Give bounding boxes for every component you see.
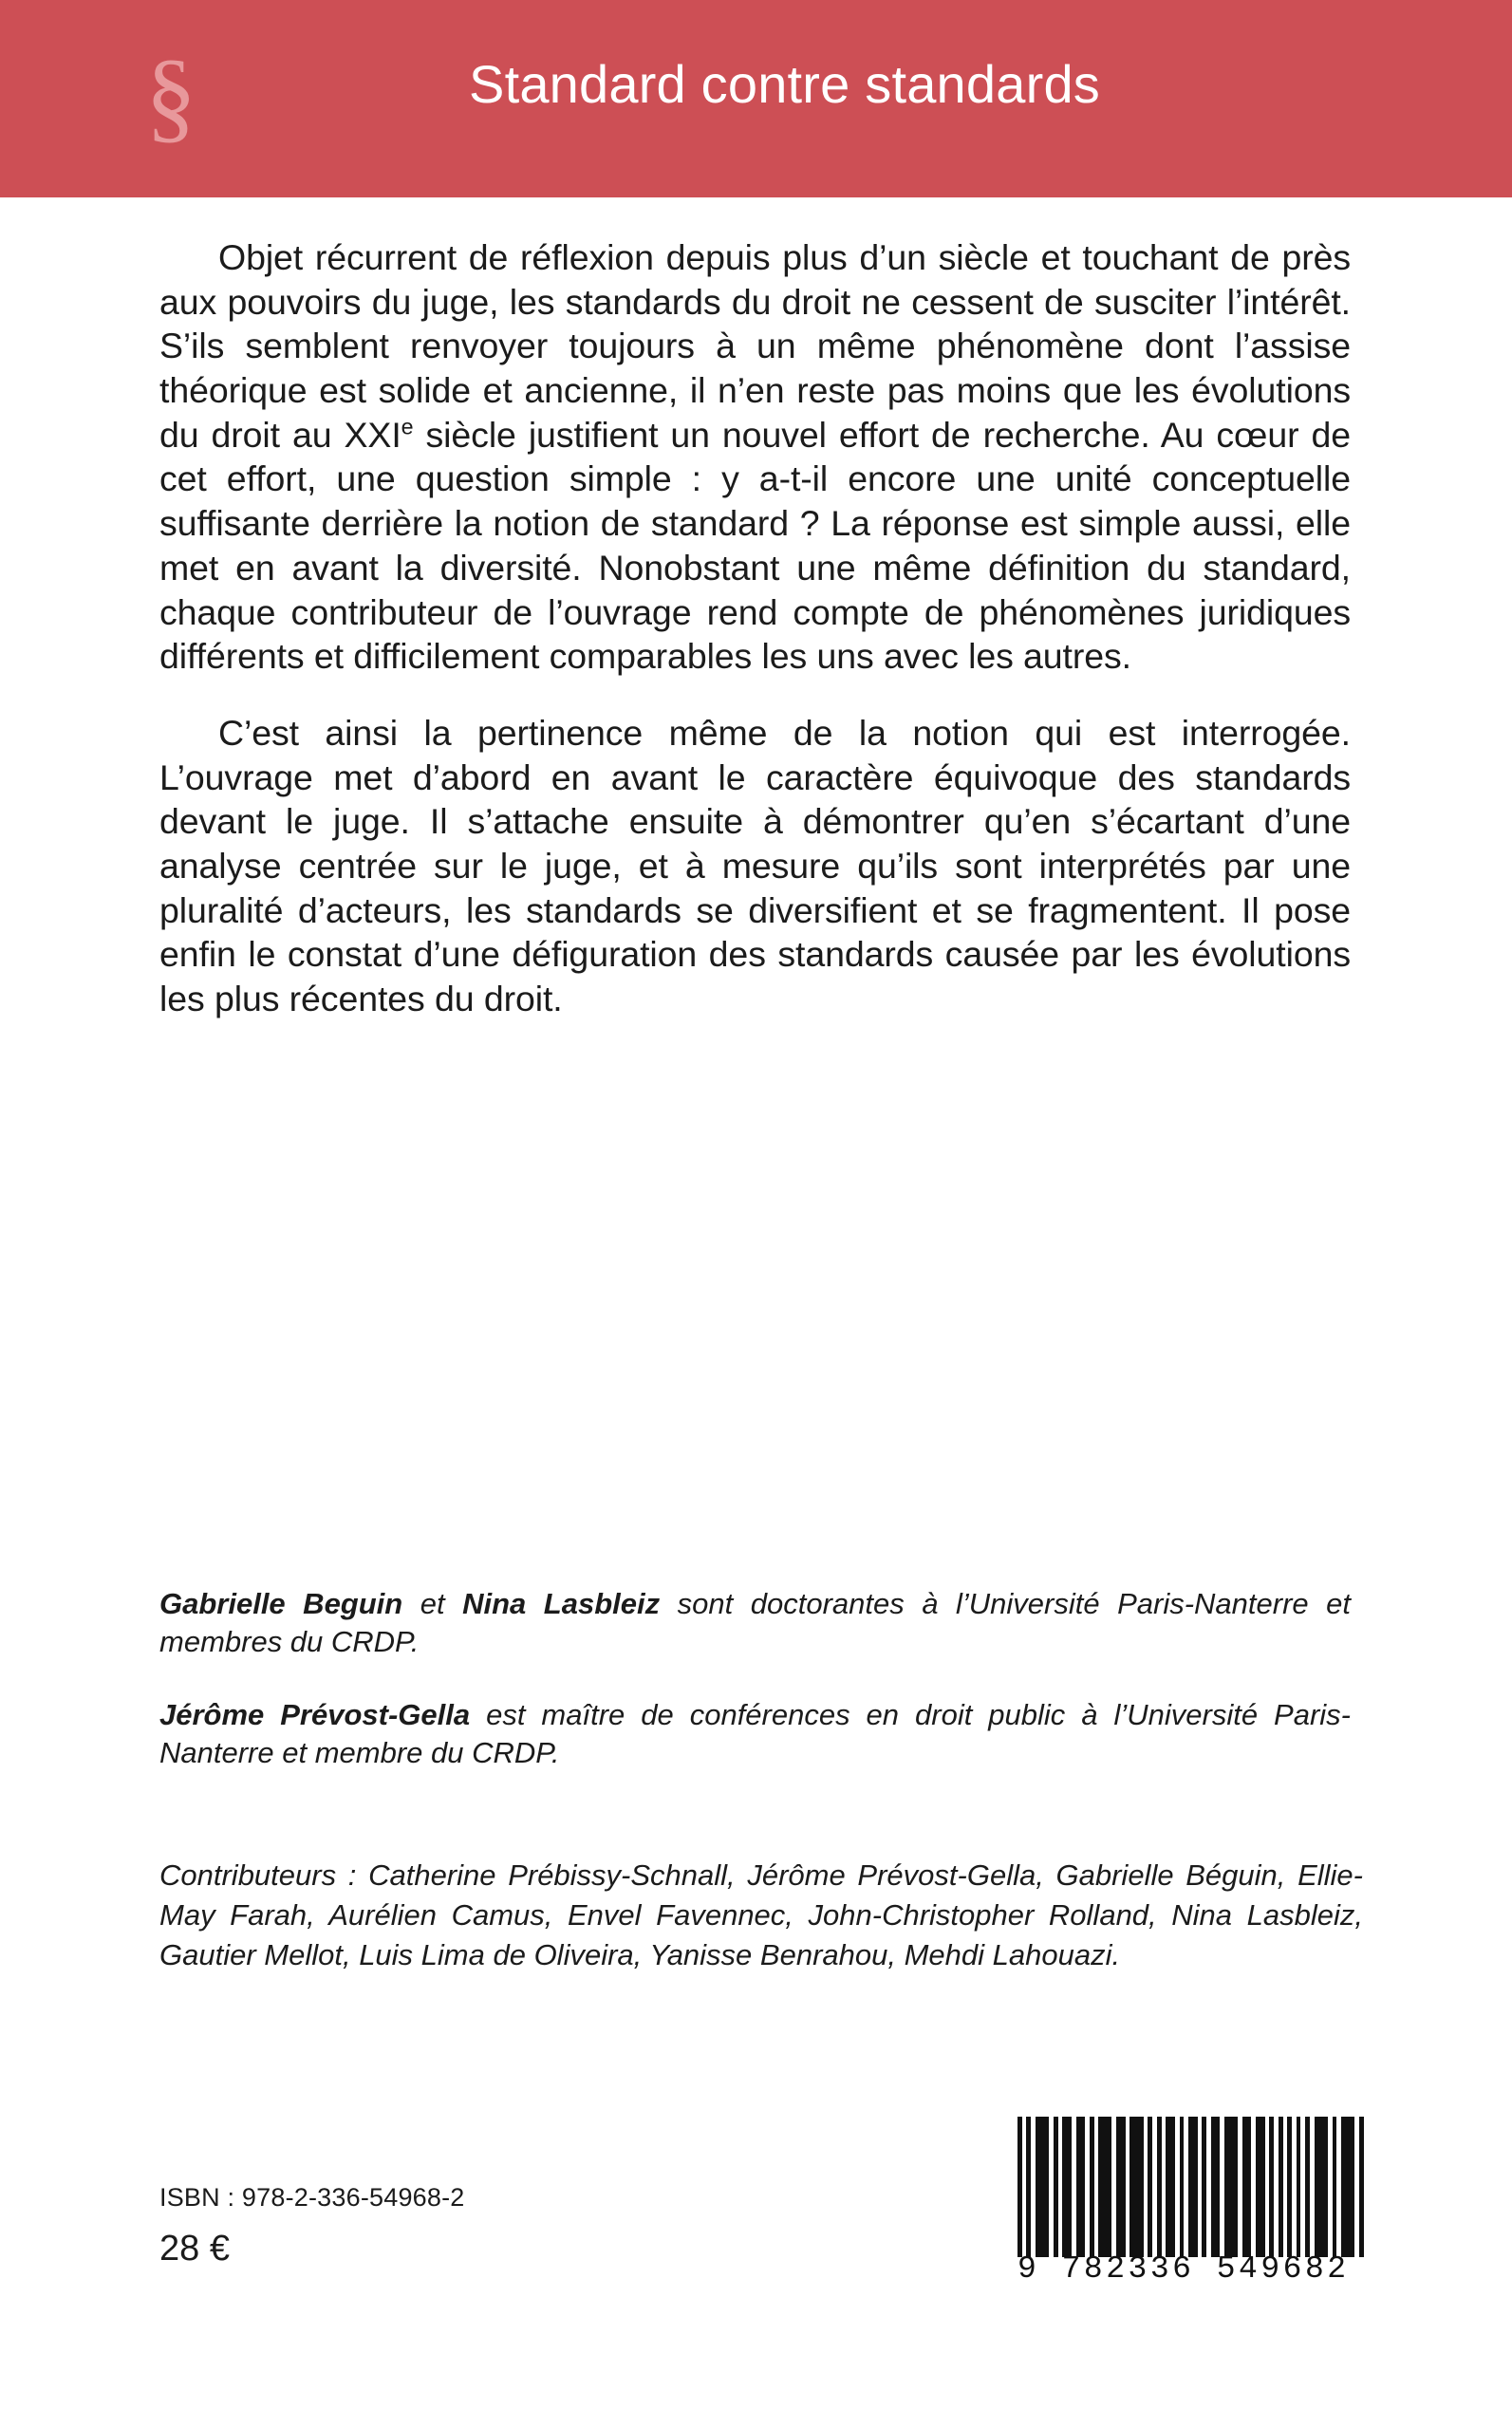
bio-conjunction: et xyxy=(402,1587,463,1620)
page-title: Standard contre standards xyxy=(469,54,1100,114)
bio-author-name-3: Jérôme Prévost-Gella xyxy=(159,1697,471,1731)
ordinal-superscript: e xyxy=(401,414,414,439)
blurb-paragraph-1 xyxy=(159,235,1351,679)
isbn-label: ISBN : 978-2-336-54968-2 xyxy=(159,2183,465,2212)
bio-author-name-2: Nina Lasbleiz xyxy=(462,1587,661,1620)
section-sign-logo-icon: § xyxy=(145,40,196,153)
barcode xyxy=(1017,2117,1369,2306)
bio-authors-2 xyxy=(159,1696,1351,1773)
blurb-paragraph-1-part-a: Objet récurrent de réflexion depuis plus d’un siècle et touchant de près aux pouvoirs du juge, les standards du droit ne cessent de susciter l’intérêt. S’ils semblent renvoyer toujours à un même phénomène dont l’assise théorique est solide et ancienne, il n’en reste pas moins que les évolutions du droit au XXI xyxy=(159,237,1351,455)
bio-text-1: sont doctorantes à l’Université Paris-Nanterre et membres du CRDP. xyxy=(159,1587,1352,1659)
bio-authors-1 xyxy=(159,1585,1351,1662)
bio-author-name-1: Gabrielle Beguin xyxy=(159,1587,403,1620)
bio-text-2: est maître de conférences en droit public à l’Université Paris-Nanterre et membre du CRDP. xyxy=(159,1697,1351,1769)
blurb-paragraph-2: C’est ainsi la pertinence même de la notion qui est interrogée. L’ouvrage met d’abord en avant le caractère équivoque des standards devant le juge. Il s’attache ensuite à démontrer qu’en s’écartant d’une analyse centrée sur le juge, et à mesure qu’ils sont interprétés par une pluralité d’acteurs, les standards se diversifient et se fragmentent. Il pose enfin le constat d’une défiguration des standards causée par les évolutions les plus récentes du droit. xyxy=(159,712,1351,1018)
blurb-paragraph-1-part-b: siècle justifient un nouvel effort de recherche. Au cœur de cet effort, une question simple : y a-t-il encore une unité conceptuelle suffisante derrière la notion de standard ? La réponse est simple aussi, elle met en avant la diversité. Nonobstant une même définition du standard, chaque contributeur de l’ouvrage rend compte de phénomènes juridiques différents et difficilement comparables les uns avec les autres. xyxy=(159,414,1351,677)
barcode-bars xyxy=(1017,2117,1369,2257)
author-bios xyxy=(159,1585,1351,1806)
contributors-list: Contributeurs : Catherine Prébissy-Schnall, Jérôme Prévost-Gella, Gabrielle Béguin, Ellie-May Farah, Aurélien Camus, Envel Favennec, John-Christopher Rolland, Nina Lasbleiz, Gautier Mellot, Luis Lima de Oliveira, Yanisse Benrahou, Mehdi Lahouazi. xyxy=(159,1858,1363,1972)
header-band xyxy=(0,0,1512,197)
blurb-text xyxy=(159,235,1351,1021)
price-label: 28 € xyxy=(159,2229,230,2269)
barcode-digits: 9 782336 549682 xyxy=(1017,2251,1350,2287)
